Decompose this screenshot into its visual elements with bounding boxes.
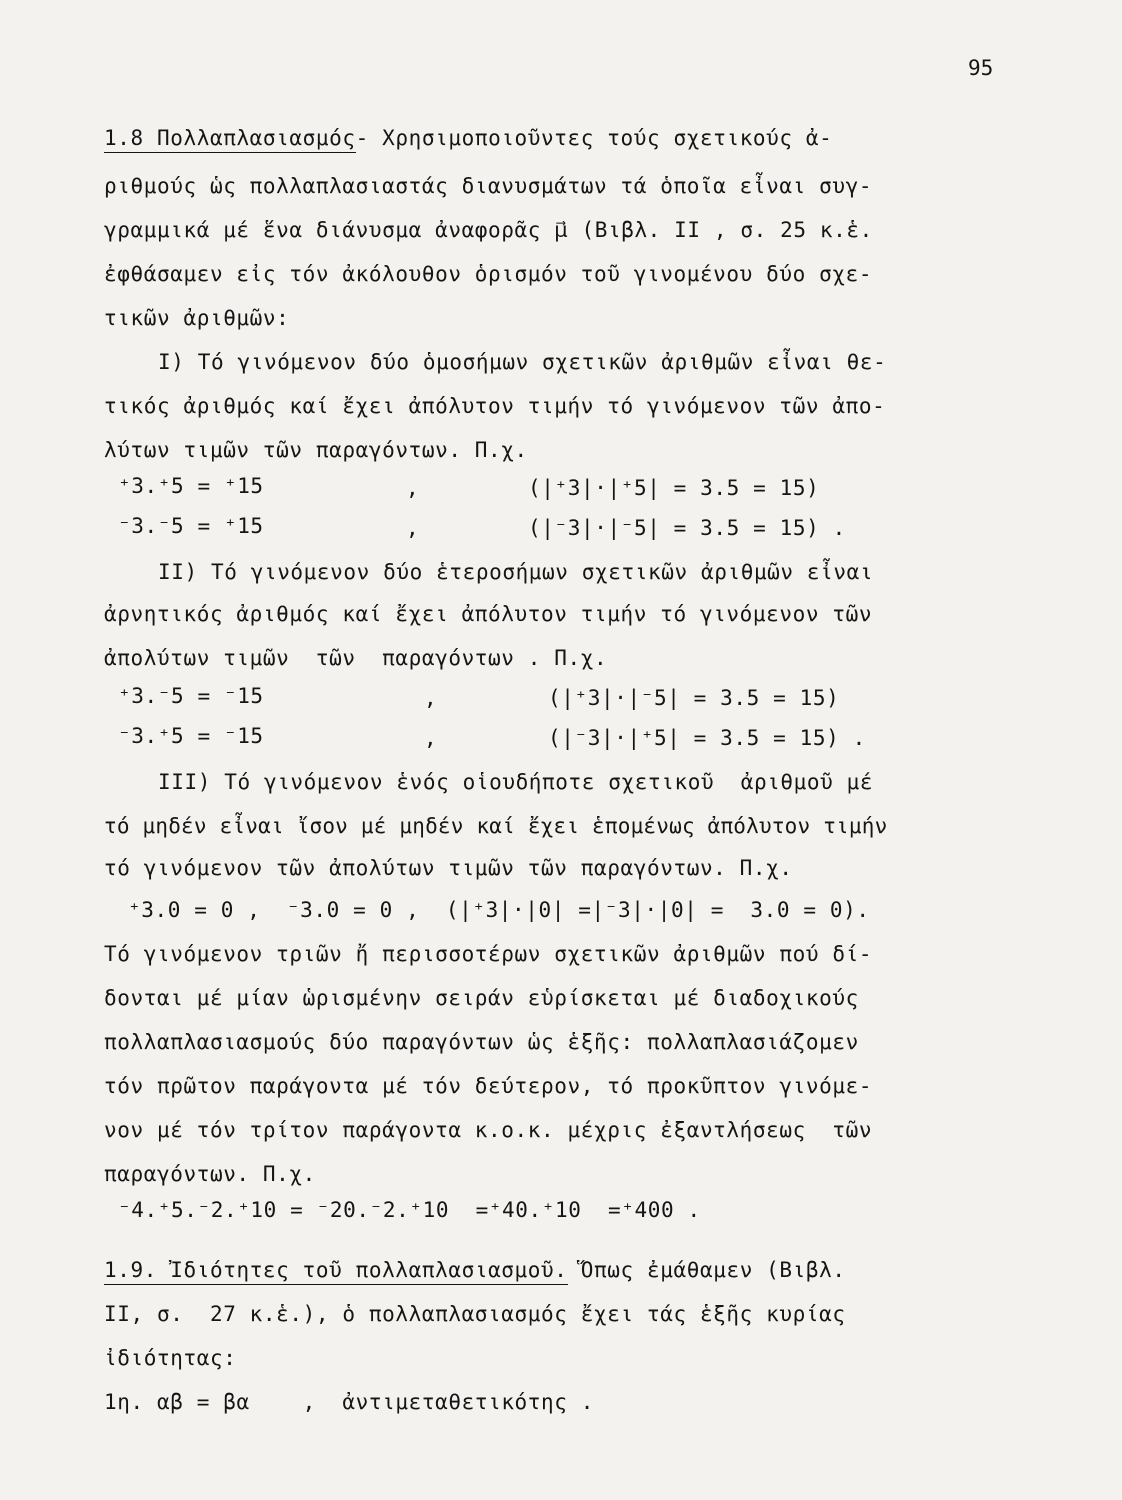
section-1-8-heading [104, 126, 356, 153]
section-1-9-heading-line [104, 1260, 846, 1281]
property-1-number: 1η. [104, 1390, 144, 1414]
section-1-9-heading [104, 1258, 568, 1285]
text-line: ριθμούς ὡς πολλαπλασιαστάς διανυσμάτων τά ὁποῖα εἶναι συγ- [104, 174, 873, 198]
text-line: παραγόντων. Π.χ. [104, 1162, 316, 1186]
text-line: τικῶν ἀριθμῶν: [104, 306, 290, 330]
example-equation: ⁺3.⁺5 = ⁺15 [118, 474, 264, 498]
section-1-8-title: Πολλαπλασιασμός [156, 126, 356, 150]
section-1-8-number: 1.8 [104, 126, 144, 150]
separator-comma: , [424, 726, 438, 750]
property-1-equation: αβ = βα [156, 1390, 250, 1414]
separator-comma: , [406, 516, 420, 540]
example-absolute-values: (|⁺3|·|⁻5| = 3.5 = 15) [548, 686, 840, 710]
example-equation: ⁺3.0 = 0 , ⁻3.0 = 0 , (|⁺3|·|0| =|⁻3|·|0| = 3.0 = 0). [128, 898, 870, 922]
section-1-9-text: Ὅπως ἐμάθαμεν (Βιβλ. [567, 1258, 846, 1282]
text-line: ἀπολύτων τιμῶν τῶν παραγόντων . Π.χ. [104, 646, 608, 670]
section-1-9-title: Ἰδιότητες τοῦ πολλαπλασιασμοῦ. [170, 1258, 568, 1282]
example-equation: ⁺3.⁻5 = ⁻15 [118, 684, 264, 708]
section-1-8-text: - Χρησιμοποιοῦντες τούς σχετικούς ἀ- [355, 126, 833, 150]
text-line: τό μηδέν εἶναι ἴσον μέ μηδέν καί ἔχει ἑπομένως ἀπόλυτον τιμήν [104, 814, 888, 838]
example-equation: ⁻4.⁺5.⁻2.⁺10 = ⁻20.⁻2.⁺10 =⁺40.⁺10 =⁺400 . [118, 1198, 701, 1222]
example-absolute-values: (|⁻3|·|⁻5| = 3.5 = 15) . [528, 516, 846, 540]
example-equation: ⁻3.⁺5 = ⁻15 [118, 724, 264, 748]
text-line: τικός ἀριθμός καί ἔχει ἀπόλυτον τιμήν τό γινόμενον τῶν ἀπο- [104, 394, 886, 418]
text-line: πολλαπλασιασμούς δύο παραγόντων ὡς ἑξῆς: πολλαπλασιάζομεν [104, 1030, 859, 1054]
text-line: λύτων τιμῶν τῶν παραγόντων. Π.χ. [104, 438, 528, 462]
rule-3-text: ΙΙΙ) Τό γινόμενον ἑνός οἱουδήποτε σχετικοῦ ἀριθμοῦ μέ [158, 770, 874, 794]
separator-comma: , [406, 476, 420, 500]
rule-1-text: Ι) Τό γινόμενον δύο ὁμοσήμων σχετικῶν ἀριθμῶν εἶναι θε- [158, 350, 887, 374]
text-line: νον μέ τόν τρίτον παράγοντα κ.ο.κ. μέχρις ἐξαντλήσεως τῶν [104, 1118, 873, 1142]
example-absolute-values: (|⁺3|·|⁺5| = 3.5 = 15) [528, 476, 820, 500]
example-equation: ⁻3.⁻5 = ⁺15 [118, 514, 264, 538]
example-absolute-values: (|⁻3|·|⁺5| = 3.5 = 15) . [548, 726, 866, 750]
text-line: τό γινόμενον τῶν ἀπολύτων τιμῶν τῶν παραγόντων. Π.χ. [104, 856, 793, 880]
section-1-9-number: 1.9. [104, 1258, 157, 1282]
text-line: ἀρνητικός ἀριθμός καί ἔχει ἀπόλυτον τιμήν τό γινόμενον τῶν [104, 602, 873, 626]
property-1 [104, 1392, 594, 1413]
text-line: ἰδιότητας: [104, 1346, 237, 1370]
page-number: 95 [968, 56, 994, 80]
text-line: ἐφθάσαμεν εἰς τόν ἀκόλουθον ὁρισμόν τοῦ γινομένου δύο σχε- [104, 262, 873, 286]
property-1-name: , ἀντιμεταθετικότης . [302, 1390, 595, 1414]
text-line: γραμμικά μέ ἕνα διάνυσμα ἀναφορᾶς μ⃗ (Βιβλ. ΙΙ , σ. 25 κ.ἑ. [104, 218, 873, 242]
text-line: ΙΙ, σ. 27 κ.ἑ.), ὁ πολλαπλασιασμός ἔχει τάς ἑξῆς κυρίας [104, 1302, 846, 1326]
separator-comma: , [424, 686, 438, 710]
text-line: Τό γινόμενον τριῶν ἤ περισσοτέρων σχετικῶν ἀριθμῶν πού δί- [104, 942, 873, 966]
section-1-8-heading-line [104, 128, 832, 149]
text-line: δονται μέ μίαν ὡρισμένην σειράν εὑρίσκεται μέ διαδοχικούς [104, 986, 859, 1010]
text-line: τόν πρῶτον παράγοντα μέ τόν δεύτερον, τό προκῦπτον γινόμε- [104, 1074, 873, 1098]
rule-2-text: ΙΙ) Τό γινόμενον δύο ἑτεροσήμων σχετικῶν ἀριθμῶν εἶναι [158, 560, 874, 584]
